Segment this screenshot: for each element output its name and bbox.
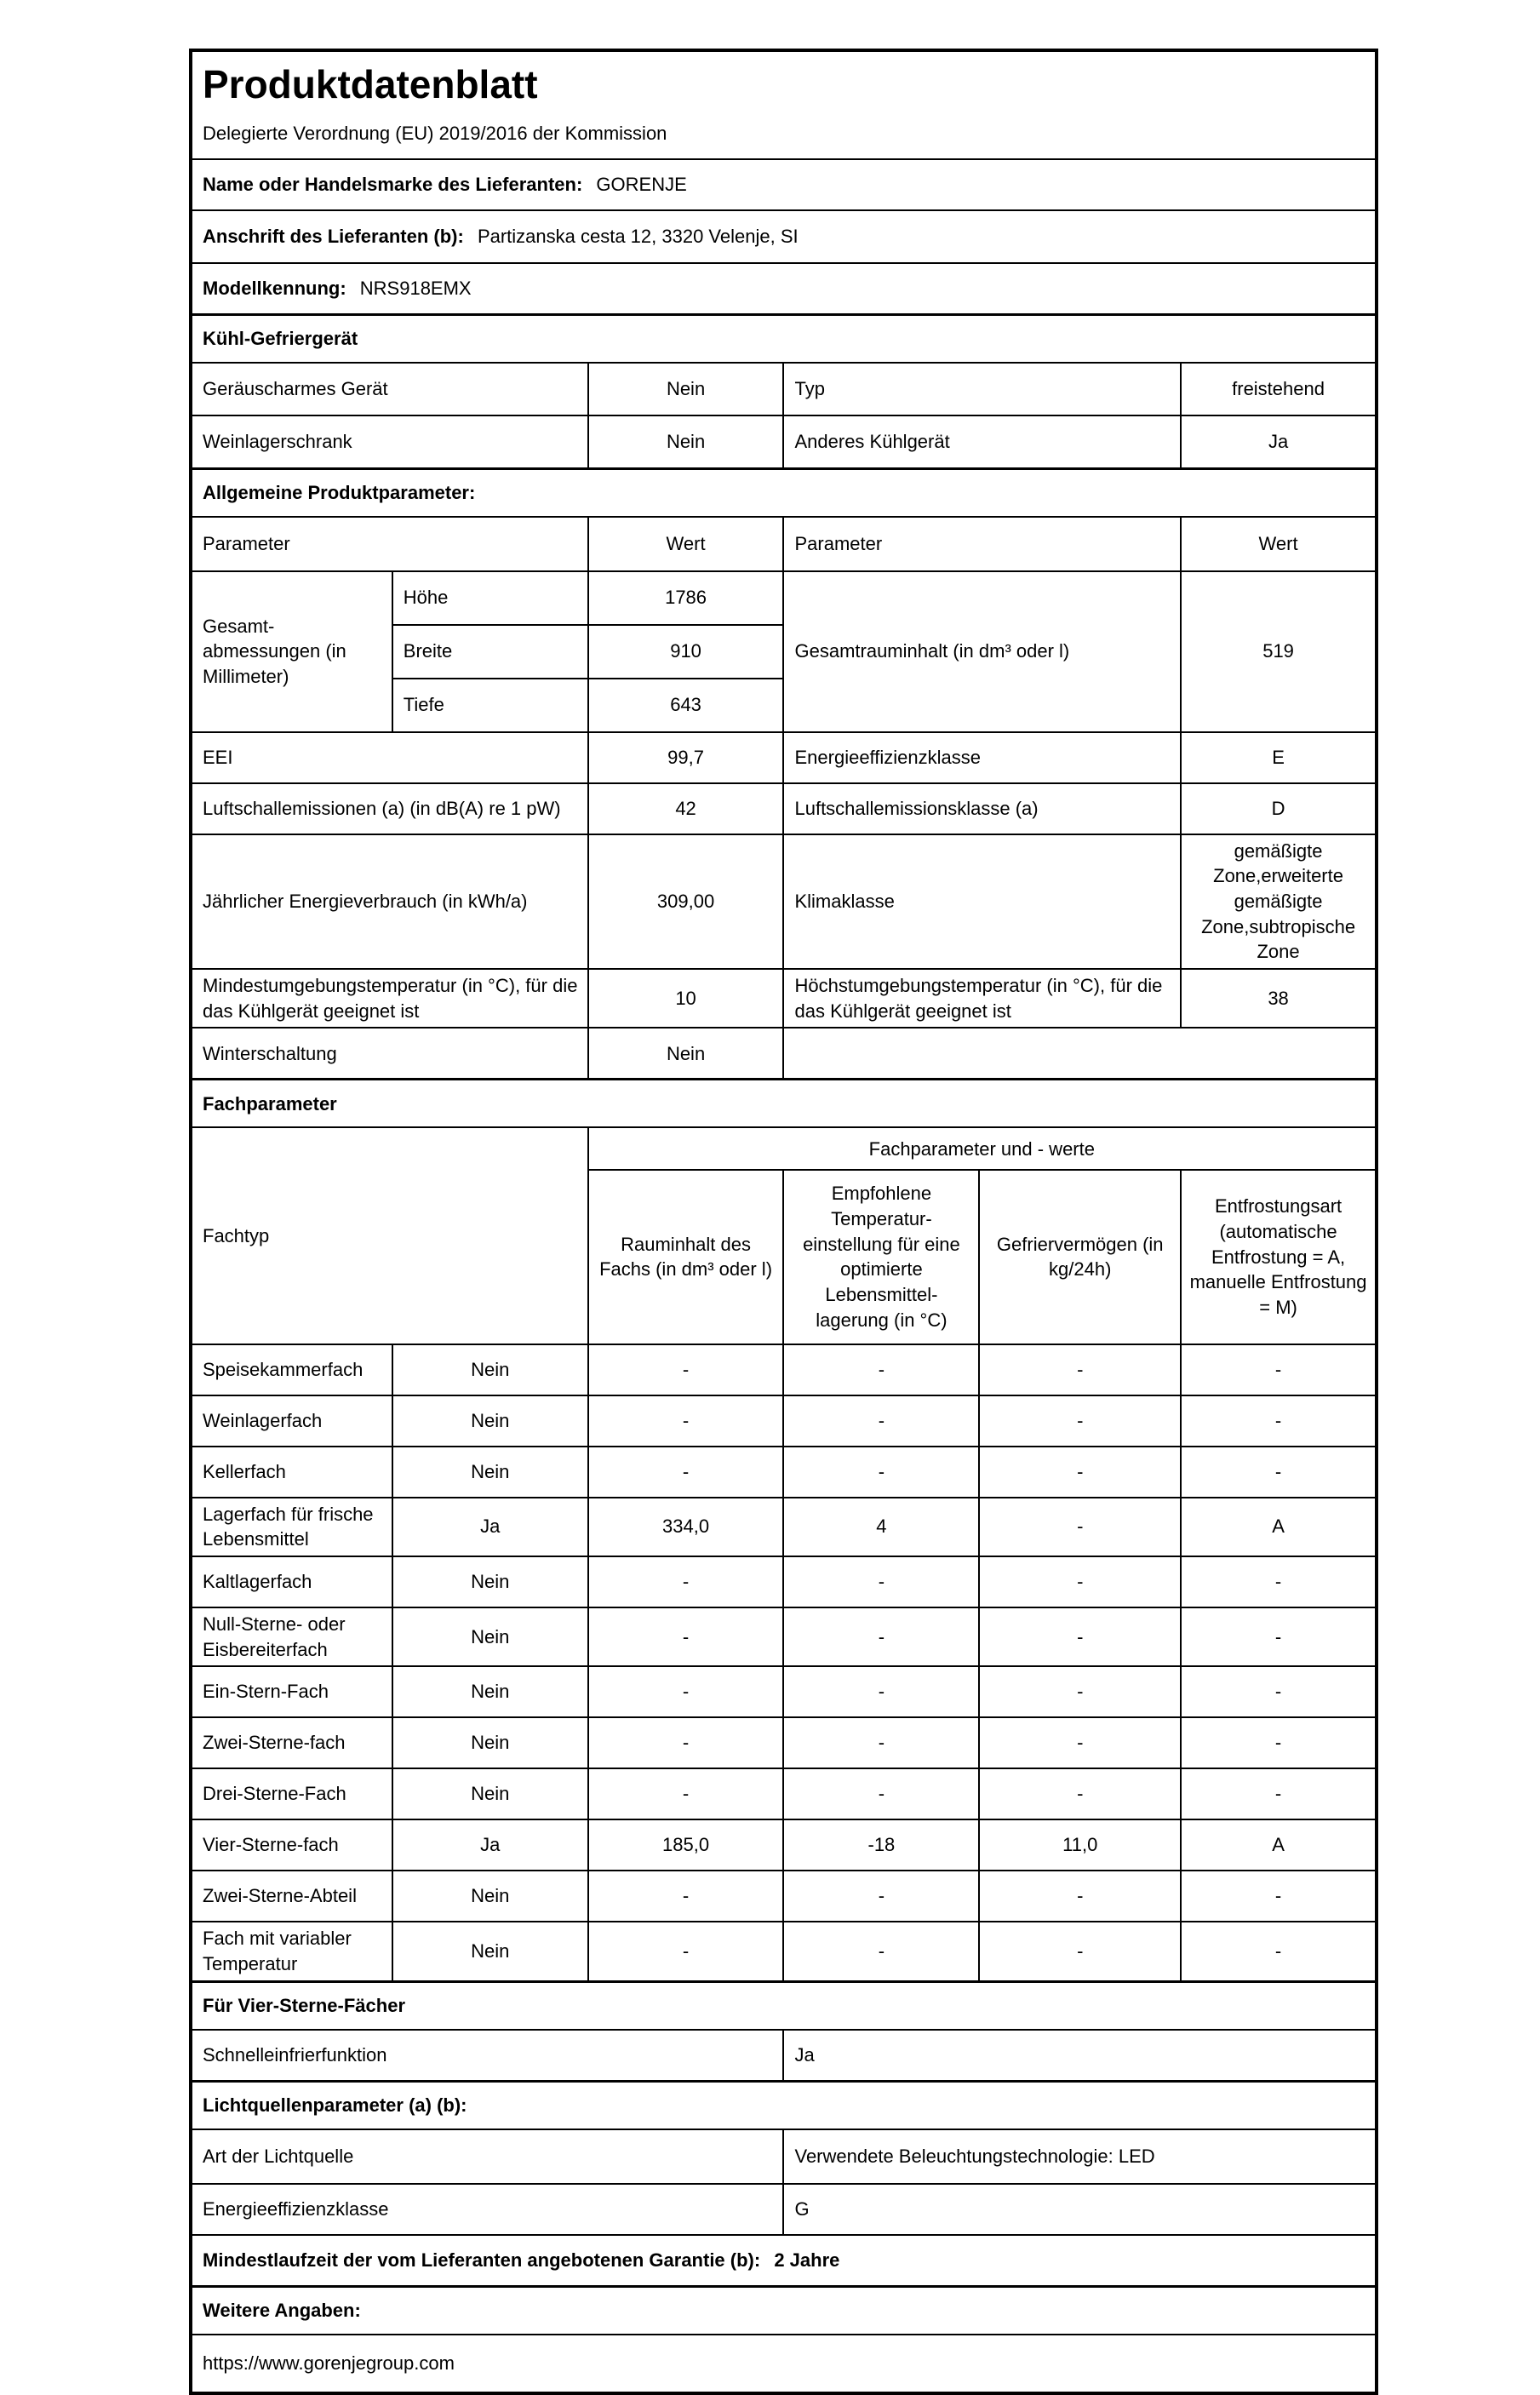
- datasheet-table: [189, 49, 1378, 2395]
- fach-defrost-value: -: [1181, 1768, 1377, 1819]
- param-label: Energieeffizienzklasse: [191, 2184, 783, 2235]
- dimension-name: Breite: [392, 625, 588, 679]
- table-row: [191, 1447, 1377, 1498]
- fach-defrost-value: -: [1181, 1395, 1377, 1447]
- model-id-value: NRS918EMX: [359, 277, 472, 299]
- table-row: [191, 2335, 1377, 2393]
- param-value: G: [783, 2184, 1377, 2235]
- column-header-wert: Wert: [588, 517, 784, 571]
- supplier-name-label: Name oder Handelsmarke des Lieferanten:: [203, 173, 583, 195]
- param-label: Energieeffizienzklasse: [783, 732, 1181, 783]
- supplier-address-row: [191, 210, 1377, 263]
- table-row: [191, 1395, 1377, 1447]
- fach-present-value: Nein: [392, 1607, 588, 1666]
- param-value: Nein: [588, 363, 784, 415]
- table-row: [191, 2129, 1377, 2184]
- param-value: 38: [1181, 969, 1377, 1028]
- table-row: [191, 2184, 1377, 2235]
- param-label: Geräuscharmes Gerät: [191, 363, 588, 415]
- fach-present-value: Nein: [392, 1344, 588, 1395]
- table-header-row: [191, 1127, 1377, 1170]
- fach-volume-value: -: [588, 1717, 784, 1768]
- section-header-device: Kühl-Gefriergerät: [191, 314, 1377, 363]
- column-header-temperature: Empfohlene Temperatur-einstellung für eine optimierte Lebensmittel-lagerung (in °C): [783, 1170, 979, 1344]
- supplier-address-label: Anschrift des Lieferanten (b):: [203, 225, 464, 247]
- fach-present-value: Ja: [392, 1819, 588, 1871]
- param-label: Höchstumgebungstemperatur (in °C), für die das Kühlgerät geeignet ist: [783, 969, 1181, 1028]
- param-value: 309,00: [588, 834, 784, 969]
- param-label: Jährlicher Energieverbrauch (in kWh/a): [191, 834, 588, 969]
- fach-defrost-value: -: [1181, 1717, 1377, 1768]
- param-label: Art der Lichtquelle: [191, 2129, 783, 2184]
- fach-volume-value: -: [588, 1395, 784, 1447]
- param-value: 99,7: [588, 732, 784, 783]
- param-value: D: [1181, 783, 1377, 834]
- fach-row-label: Kellerfach: [191, 1447, 392, 1498]
- fach-volume-value: -: [588, 1607, 784, 1666]
- fach-row-label: Speisekammerfach: [191, 1344, 392, 1395]
- fach-defrost-value: -: [1181, 1666, 1377, 1717]
- fach-volume-value: 185,0: [588, 1819, 784, 1871]
- fach-capacity-value: 11,0: [979, 1819, 1181, 1871]
- fach-temp-value: -: [783, 1768, 979, 1819]
- column-header-fachtyp: Fachtyp: [191, 1127, 588, 1344]
- param-label: Typ: [783, 363, 1181, 415]
- supplier-address-value: Partizanska cesta 12, 3320 Velenje, SI: [477, 225, 799, 247]
- fach-present-value: Nein: [392, 1768, 588, 1819]
- fach-row-label: Zwei-Sterne-fach: [191, 1717, 392, 1768]
- dimension-value: 643: [588, 679, 784, 732]
- param-label: Mindestumgebungstemperatur (in °C), für die das Kühlgerät geeignet ist: [191, 969, 588, 1028]
- table-row: [191, 1819, 1377, 1871]
- fach-capacity-value: -: [979, 1344, 1181, 1395]
- fach-volume-value: -: [588, 1768, 784, 1819]
- dimensions-label: Gesamt-abmessungen (in Millimeter): [191, 571, 392, 732]
- dimension-name: Tiefe: [392, 679, 588, 732]
- param-label: Winterschaltung: [191, 1028, 588, 1080]
- fach-temp-value: -: [783, 1717, 979, 1768]
- table-row: [191, 1498, 1377, 1556]
- warranty-row: [191, 2235, 1377, 2287]
- fach-temp-value: -: [783, 1395, 979, 1447]
- page-title: Produktdatenblatt: [203, 62, 538, 106]
- param-value: freistehend: [1181, 363, 1377, 415]
- table-row: [191, 571, 1377, 625]
- fach-capacity-value: -: [979, 1666, 1181, 1717]
- fach-capacity-value: -: [979, 1395, 1181, 1447]
- dimension-name: Höhe: [392, 571, 588, 625]
- fach-row-label: Drei-Sterne-Fach: [191, 1768, 392, 1819]
- param-label: Klimaklasse: [783, 834, 1181, 969]
- fach-present-value: Nein: [392, 1395, 588, 1447]
- table-row: [191, 1556, 1377, 1607]
- param-label: Weinlagerschrank: [191, 415, 588, 469]
- column-header-parameter: Parameter: [783, 517, 1181, 571]
- column-header-defrost-type: Entfrostungsart (automatische Entfrostung = A, manuelle Entfrostung = M): [1181, 1170, 1377, 1344]
- fach-defrost-value: -: [1181, 1871, 1377, 1922]
- param-label: Luftschallemissionen (a) (in dB(A) re 1 pW): [191, 783, 588, 834]
- fach-defrost-value: -: [1181, 1607, 1377, 1666]
- fach-temp-value: 4: [783, 1498, 979, 1556]
- warranty-value: 2 Jahre: [774, 2249, 840, 2271]
- datasheet-page: [189, 49, 1378, 2395]
- table-row: [191, 1922, 1377, 1981]
- table-header-row: [191, 517, 1377, 571]
- group-header-fachwerte: Fachparameter und - werte: [588, 1127, 1377, 1170]
- page-subtitle: Delegierte Verordnung (EU) 2019/2016 der Kommission: [203, 122, 667, 144]
- fach-capacity-value: -: [979, 1607, 1181, 1666]
- fach-volume-value: -: [588, 1556, 784, 1607]
- fach-temp-value: -: [783, 1344, 979, 1395]
- column-header-volume: Rauminhalt des Fachs (in dm³ oder l): [588, 1170, 784, 1344]
- table-row: [191, 2030, 1377, 2082]
- param-value: Verwendete Beleuchtungstechnologie: LED: [783, 2129, 1377, 2184]
- fach-defrost-value: A: [1181, 1498, 1377, 1556]
- table-row: [191, 969, 1377, 1028]
- table-row: [191, 1344, 1377, 1395]
- column-header-parameter: Parameter: [191, 517, 588, 571]
- fach-capacity-value: -: [979, 1871, 1181, 1922]
- fach-row-label: Null-Sterne- oder Eisbereiterfach: [191, 1607, 392, 1666]
- table-row: [191, 732, 1377, 783]
- table-row: [191, 2235, 1377, 2287]
- fach-present-value: Nein: [392, 1922, 588, 1981]
- param-value: 10: [588, 969, 784, 1028]
- fach-present-value: Nein: [392, 1717, 588, 1768]
- fach-volume-value: -: [588, 1871, 784, 1922]
- fach-volume-value: -: [588, 1447, 784, 1498]
- param-label: Schnelleinfrierfunktion: [191, 2030, 783, 2082]
- section-header-fach: Fachparameter: [191, 1080, 1377, 1128]
- table-row: [191, 1028, 1377, 1080]
- fach-capacity-value: -: [979, 1717, 1181, 1768]
- fach-temp-value: -: [783, 1922, 979, 1981]
- table-row: [191, 1871, 1377, 1922]
- section-header-four-star: Für Vier-Sterne-Fächer: [191, 1981, 1377, 2030]
- fach-volume-value: -: [588, 1666, 784, 1717]
- section-header-light: Lichtquellenparameter (a) (b):: [191, 2081, 1377, 2129]
- fach-capacity-value: -: [979, 1447, 1181, 1498]
- param-value: Ja: [1181, 415, 1377, 469]
- fach-temp-value: -: [783, 1447, 979, 1498]
- website-link[interactable]: https://www.gorenjegroup.com: [191, 2335, 1377, 2393]
- fach-present-value: Nein: [392, 1556, 588, 1607]
- fach-row-label: Vier-Sterne-fach: [191, 1819, 392, 1871]
- param-value: gemäßigte Zone,erweiterte gemäßigte Zone,subtropische Zone: [1181, 834, 1377, 969]
- param-value: Nein: [588, 1028, 784, 1080]
- table-row: [191, 363, 1377, 415]
- empty-cell: [783, 1028, 1377, 1080]
- param-label: Luftschallemissionsklasse (a): [783, 783, 1181, 834]
- fach-volume-value: -: [588, 1344, 784, 1395]
- fach-defrost-value: -: [1181, 1922, 1377, 1981]
- fach-temp-value: -: [783, 1666, 979, 1717]
- fach-volume-value: -: [588, 1922, 784, 1981]
- param-value: Nein: [588, 415, 784, 469]
- fach-temp-value: -: [783, 1871, 979, 1922]
- fach-temp-value: -: [783, 1607, 979, 1666]
- supplier-name-row: [191, 159, 1377, 210]
- fach-temp-value: -18: [783, 1819, 979, 1871]
- param-label: Anderes Kühlgerät: [783, 415, 1181, 469]
- fach-capacity-value: -: [979, 1768, 1181, 1819]
- model-id-row: [191, 263, 1377, 315]
- fach-defrost-value: A: [1181, 1819, 1377, 1871]
- param-value: E: [1181, 732, 1377, 783]
- dimension-value: 1786: [588, 571, 784, 625]
- fach-defrost-value: -: [1181, 1447, 1377, 1498]
- param-label: Gesamtrauminhalt (in dm³ oder l): [783, 571, 1181, 732]
- section-header-more-info: Weitere Angaben:: [191, 2286, 1377, 2335]
- fach-present-value: Ja: [392, 1498, 588, 1556]
- param-value: 519: [1181, 571, 1377, 732]
- fach-row-label: Zwei-Sterne-Abteil: [191, 1871, 392, 1922]
- table-row: [191, 415, 1377, 469]
- column-header-freezing-capacity: Gefriervermögen (in kg/24h): [979, 1170, 1181, 1344]
- fach-present-value: Nein: [392, 1666, 588, 1717]
- table-row: [191, 1768, 1377, 1819]
- fach-temp-value: -: [783, 1556, 979, 1607]
- fach-row-label: Weinlagerfach: [191, 1395, 392, 1447]
- fach-present-value: Nein: [392, 1447, 588, 1498]
- param-value: Ja: [783, 2030, 1377, 2082]
- column-header-wert: Wert: [1181, 517, 1377, 571]
- table-row: [191, 1717, 1377, 1768]
- fach-row-label: Ein-Stern-Fach: [191, 1666, 392, 1717]
- fach-defrost-value: -: [1181, 1556, 1377, 1607]
- supplier-name-value: GORENJE: [596, 173, 687, 195]
- param-value: 42: [588, 783, 784, 834]
- fach-capacity-value: -: [979, 1556, 1181, 1607]
- fach-row-label: Lagerfach für frische Lebensmittel: [191, 1498, 392, 1556]
- warranty-label: Mindestlaufzeit der vom Lieferanten angebotenen Garantie (b):: [203, 2249, 761, 2271]
- table-row: [191, 834, 1377, 969]
- table-row: [191, 783, 1377, 834]
- param-label: EEI: [191, 732, 588, 783]
- table-row: [191, 1607, 1377, 1666]
- dimension-value: 910: [588, 625, 784, 679]
- fach-capacity-value: -: [979, 1498, 1181, 1556]
- table-row: [191, 1666, 1377, 1717]
- fach-defrost-value: -: [1181, 1344, 1377, 1395]
- title-block: [191, 50, 1377, 159]
- fach-capacity-value: -: [979, 1922, 1181, 1981]
- section-header-general: Allgemeine Produktparameter:: [191, 468, 1377, 517]
- fach-row-label: Fach mit variabler Temperatur: [191, 1922, 392, 1981]
- model-id-label: Modellkennung:: [203, 277, 346, 299]
- fach-row-label: Kaltlagerfach: [191, 1556, 392, 1607]
- fach-present-value: Nein: [392, 1871, 588, 1922]
- fach-volume-value: 334,0: [588, 1498, 784, 1556]
